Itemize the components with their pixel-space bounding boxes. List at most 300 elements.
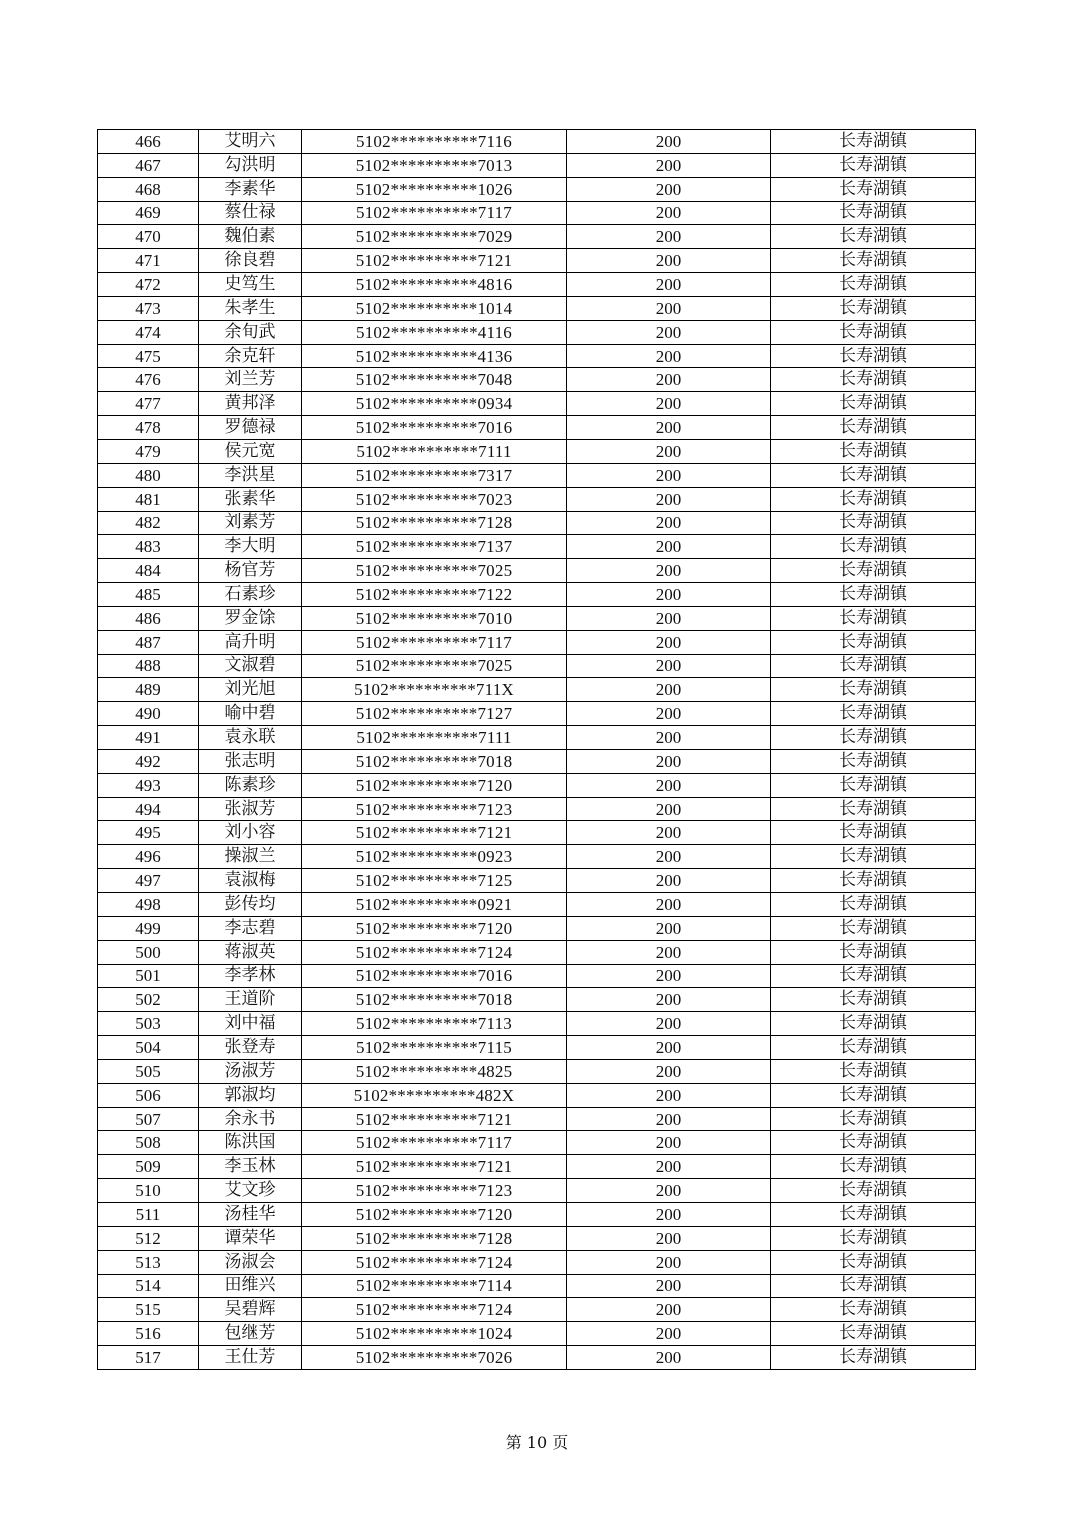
amount-cell: 200 — [567, 273, 771, 297]
name-cell: 朱孝生 — [199, 296, 302, 320]
amount-cell: 200 — [567, 1107, 771, 1131]
id-number-cell: 5102**********0921 — [302, 893, 567, 917]
township-cell: 长寿湖镇 — [771, 439, 976, 463]
table-row — [98, 416, 976, 440]
name-cell: 罗金馀 — [199, 606, 302, 630]
id-number-cell: 5102**********482X — [302, 1083, 567, 1107]
table-row — [98, 487, 976, 511]
name-cell: 田维兴 — [199, 1274, 302, 1298]
name-cell: 刘素芳 — [199, 511, 302, 535]
amount-cell: 200 — [567, 797, 771, 821]
id-number-cell: 5102**********7013 — [302, 153, 567, 177]
amount-cell: 200 — [567, 1155, 771, 1179]
id-number-cell: 5102**********7025 — [302, 559, 567, 583]
amount-cell: 200 — [567, 320, 771, 344]
table-row — [98, 1036, 976, 1060]
township-cell: 长寿湖镇 — [771, 1155, 976, 1179]
row-number-cell: 496 — [98, 845, 199, 869]
amount-cell: 200 — [567, 1274, 771, 1298]
row-number-cell: 507 — [98, 1107, 199, 1131]
table-row — [98, 1346, 976, 1370]
amount-cell: 200 — [567, 1298, 771, 1322]
row-number-cell: 477 — [98, 392, 199, 416]
table-row — [98, 749, 976, 773]
row-number-cell: 502 — [98, 988, 199, 1012]
row-number-cell: 513 — [98, 1250, 199, 1274]
name-cell: 李玉林 — [199, 1155, 302, 1179]
id-number-cell: 5102**********4116 — [302, 320, 567, 344]
name-cell: 蔡仕禄 — [199, 201, 302, 225]
id-number-cell: 5102**********7121 — [302, 1155, 567, 1179]
name-cell: 余旬武 — [199, 320, 302, 344]
table-row — [98, 463, 976, 487]
amount-cell: 200 — [567, 249, 771, 273]
table-row — [98, 535, 976, 559]
name-cell: 包继芳 — [199, 1322, 302, 1346]
id-number-cell: 5102**********0934 — [302, 392, 567, 416]
township-cell: 长寿湖镇 — [771, 606, 976, 630]
township-cell: 长寿湖镇 — [771, 1226, 976, 1250]
row-number-cell: 479 — [98, 439, 199, 463]
table-row — [98, 296, 976, 320]
table-row — [98, 821, 976, 845]
township-cell: 长寿湖镇 — [771, 344, 976, 368]
id-number-cell: 5102**********7117 — [302, 201, 567, 225]
township-cell: 长寿湖镇 — [771, 1274, 976, 1298]
township-cell: 长寿湖镇 — [771, 583, 976, 607]
table-row — [98, 797, 976, 821]
amount-cell: 200 — [567, 845, 771, 869]
id-number-cell: 5102**********7048 — [302, 368, 567, 392]
amount-cell: 200 — [567, 416, 771, 440]
name-cell: 侯元宽 — [199, 439, 302, 463]
township-cell: 长寿湖镇 — [771, 320, 976, 344]
township-cell: 长寿湖镇 — [771, 940, 976, 964]
id-number-cell: 5102**********7016 — [302, 416, 567, 440]
name-cell: 李洪星 — [199, 463, 302, 487]
row-number-cell: 512 — [98, 1226, 199, 1250]
amount-cell: 200 — [567, 630, 771, 654]
township-cell: 长寿湖镇 — [771, 511, 976, 535]
table-row — [98, 344, 976, 368]
name-cell: 汤桂华 — [199, 1202, 302, 1226]
row-number-cell: 478 — [98, 416, 199, 440]
amount-cell: 200 — [567, 439, 771, 463]
township-cell: 长寿湖镇 — [771, 201, 976, 225]
table-row — [98, 392, 976, 416]
township-cell: 长寿湖镇 — [771, 249, 976, 273]
table-row — [98, 773, 976, 797]
row-number-cell: 514 — [98, 1274, 199, 1298]
name-cell: 陈素珍 — [199, 773, 302, 797]
amount-cell: 200 — [567, 1131, 771, 1155]
amount-cell: 200 — [567, 916, 771, 940]
amount-cell: 200 — [567, 1059, 771, 1083]
name-cell: 刘兰芳 — [199, 368, 302, 392]
name-cell: 汤淑芳 — [199, 1059, 302, 1083]
row-number-cell: 482 — [98, 511, 199, 535]
name-cell: 张素华 — [199, 487, 302, 511]
row-number-cell: 494 — [98, 797, 199, 821]
name-cell: 刘光旭 — [199, 678, 302, 702]
amount-cell: 200 — [567, 749, 771, 773]
township-cell: 长寿湖镇 — [771, 1059, 976, 1083]
row-number-cell: 469 — [98, 201, 199, 225]
amount-cell: 200 — [567, 583, 771, 607]
id-number-cell: 5102**********7125 — [302, 869, 567, 893]
amount-cell: 200 — [567, 606, 771, 630]
amount-cell: 200 — [567, 201, 771, 225]
township-cell: 长寿湖镇 — [771, 630, 976, 654]
amount-cell: 200 — [567, 153, 771, 177]
id-number-cell: 5102**********7113 — [302, 1012, 567, 1036]
row-number-cell: 500 — [98, 940, 199, 964]
table-row — [98, 1012, 976, 1036]
page-number: 第 10 页 — [505, 1433, 569, 1452]
row-number-cell: 488 — [98, 654, 199, 678]
name-cell: 郭淑均 — [199, 1083, 302, 1107]
row-number-cell: 481 — [98, 487, 199, 511]
id-number-cell: 5102**********1026 — [302, 177, 567, 201]
row-number-cell: 491 — [98, 726, 199, 750]
amount-cell: 200 — [567, 821, 771, 845]
amount-cell: 200 — [567, 559, 771, 583]
table-row — [98, 225, 976, 249]
amount-cell: 200 — [567, 535, 771, 559]
table-row — [98, 1179, 976, 1203]
amount-cell: 200 — [567, 678, 771, 702]
amount-cell: 200 — [567, 940, 771, 964]
table-row — [98, 726, 976, 750]
name-cell: 王道阶 — [199, 988, 302, 1012]
row-number-cell: 474 — [98, 320, 199, 344]
id-number-cell: 5102**********1014 — [302, 296, 567, 320]
amount-cell: 200 — [567, 177, 771, 201]
row-number-cell: 466 — [98, 130, 199, 154]
id-number-cell: 5102**********7120 — [302, 1202, 567, 1226]
table-row — [98, 606, 976, 630]
name-cell: 谭荣华 — [199, 1226, 302, 1250]
id-number-cell: 5102**********0923 — [302, 845, 567, 869]
township-cell: 长寿湖镇 — [771, 487, 976, 511]
township-cell: 长寿湖镇 — [771, 1036, 976, 1060]
id-number-cell: 5102**********4825 — [302, 1059, 567, 1083]
table-row — [98, 153, 976, 177]
name-cell: 徐良碧 — [199, 249, 302, 273]
id-number-cell: 5102**********7127 — [302, 702, 567, 726]
name-cell: 蒋淑英 — [199, 940, 302, 964]
amount-cell: 200 — [567, 130, 771, 154]
table-row — [98, 1131, 976, 1155]
table-row — [98, 964, 976, 988]
row-number-cell: 492 — [98, 749, 199, 773]
table-row — [98, 201, 976, 225]
amount-cell: 200 — [567, 893, 771, 917]
township-cell: 长寿湖镇 — [771, 845, 976, 869]
amount-cell: 200 — [567, 1226, 771, 1250]
name-cell: 高升明 — [199, 630, 302, 654]
name-cell: 王仕芳 — [199, 1346, 302, 1370]
township-cell: 长寿湖镇 — [771, 130, 976, 154]
id-number-cell: 5102**********7010 — [302, 606, 567, 630]
id-number-cell: 5102**********7121 — [302, 821, 567, 845]
table-row — [98, 1155, 976, 1179]
row-number-cell: 517 — [98, 1346, 199, 1370]
row-number-cell: 472 — [98, 273, 199, 297]
township-cell: 长寿湖镇 — [771, 1107, 976, 1131]
table-row — [98, 1226, 976, 1250]
id-number-cell: 5102**********7122 — [302, 583, 567, 607]
table-row — [98, 368, 976, 392]
amount-cell: 200 — [567, 344, 771, 368]
table-row — [98, 1322, 976, 1346]
name-cell: 张淑芳 — [199, 797, 302, 821]
name-cell: 李孝林 — [199, 964, 302, 988]
table-row — [98, 1059, 976, 1083]
row-number-cell: 497 — [98, 869, 199, 893]
id-number-cell: 5102**********7124 — [302, 1298, 567, 1322]
amount-cell: 200 — [567, 1179, 771, 1203]
name-cell: 黄邦泽 — [199, 392, 302, 416]
township-cell: 长寿湖镇 — [771, 964, 976, 988]
name-cell: 文淑碧 — [199, 654, 302, 678]
name-cell: 艾文珍 — [199, 1179, 302, 1203]
township-cell: 长寿湖镇 — [771, 1202, 976, 1226]
row-number-cell: 510 — [98, 1179, 199, 1203]
township-cell: 长寿湖镇 — [771, 153, 976, 177]
township-cell: 长寿湖镇 — [771, 678, 976, 702]
amount-cell: 200 — [567, 368, 771, 392]
name-cell: 吴碧辉 — [199, 1298, 302, 1322]
amount-cell: 200 — [567, 1322, 771, 1346]
table-row — [98, 511, 976, 535]
table-row — [98, 583, 976, 607]
township-cell: 长寿湖镇 — [771, 1322, 976, 1346]
table-row — [98, 1298, 976, 1322]
row-number-cell: 509 — [98, 1155, 199, 1179]
amount-cell: 200 — [567, 654, 771, 678]
township-cell: 长寿湖镇 — [771, 654, 976, 678]
id-number-cell: 5102**********711X — [302, 678, 567, 702]
township-cell: 长寿湖镇 — [771, 273, 976, 297]
row-number-cell: 490 — [98, 702, 199, 726]
id-number-cell: 5102**********7018 — [302, 749, 567, 773]
amount-cell: 200 — [567, 296, 771, 320]
row-number-cell: 484 — [98, 559, 199, 583]
row-number-cell: 476 — [98, 368, 199, 392]
row-number-cell: 473 — [98, 296, 199, 320]
table-row — [98, 1274, 976, 1298]
amount-cell: 200 — [567, 964, 771, 988]
township-cell: 长寿湖镇 — [771, 177, 976, 201]
amount-cell: 200 — [567, 726, 771, 750]
amount-cell: 200 — [567, 988, 771, 1012]
name-cell: 勾洪明 — [199, 153, 302, 177]
table-row — [98, 130, 976, 154]
township-cell: 长寿湖镇 — [771, 392, 976, 416]
row-number-cell: 508 — [98, 1131, 199, 1155]
table-row — [98, 1107, 976, 1131]
amount-cell: 200 — [567, 1036, 771, 1060]
id-number-cell: 5102**********7116 — [302, 130, 567, 154]
name-cell: 彭传均 — [199, 893, 302, 917]
id-number-cell: 5102**********7018 — [302, 988, 567, 1012]
name-cell: 石素珍 — [199, 583, 302, 607]
id-number-cell: 5102**********4136 — [302, 344, 567, 368]
amount-cell: 200 — [567, 463, 771, 487]
row-number-cell: 495 — [98, 821, 199, 845]
name-cell: 史笃生 — [199, 273, 302, 297]
id-number-cell: 5102**********7114 — [302, 1274, 567, 1298]
table-row — [98, 273, 976, 297]
amount-cell: 200 — [567, 392, 771, 416]
amount-cell: 200 — [567, 1202, 771, 1226]
name-cell: 张登寿 — [199, 1036, 302, 1060]
row-number-cell: 501 — [98, 964, 199, 988]
table-row — [98, 559, 976, 583]
row-number-cell: 483 — [98, 535, 199, 559]
township-cell: 长寿湖镇 — [771, 416, 976, 440]
row-number-cell: 475 — [98, 344, 199, 368]
id-number-cell: 5102**********7121 — [302, 249, 567, 273]
roster-table — [97, 129, 976, 1370]
id-number-cell: 5102**********7016 — [302, 964, 567, 988]
township-cell: 长寿湖镇 — [771, 988, 976, 1012]
name-cell: 杨官芳 — [199, 559, 302, 583]
township-cell: 长寿湖镇 — [771, 225, 976, 249]
township-cell: 长寿湖镇 — [771, 893, 976, 917]
row-number-cell: 480 — [98, 463, 199, 487]
name-cell: 李大明 — [199, 535, 302, 559]
amount-cell: 200 — [567, 702, 771, 726]
name-cell: 汤淑会 — [199, 1250, 302, 1274]
name-cell: 张志明 — [199, 749, 302, 773]
township-cell: 长寿湖镇 — [771, 749, 976, 773]
name-cell: 罗德禄 — [199, 416, 302, 440]
township-cell: 长寿湖镇 — [771, 869, 976, 893]
row-number-cell: 485 — [98, 583, 199, 607]
name-cell: 刘小容 — [199, 821, 302, 845]
row-number-cell: 505 — [98, 1059, 199, 1083]
id-number-cell: 5102**********7124 — [302, 1250, 567, 1274]
township-cell: 长寿湖镇 — [771, 1083, 976, 1107]
row-number-cell: 468 — [98, 177, 199, 201]
table-row — [98, 1083, 976, 1107]
id-number-cell: 5102**********7120 — [302, 916, 567, 940]
id-number-cell: 5102**********7123 — [302, 797, 567, 821]
name-cell: 余克轩 — [199, 344, 302, 368]
amount-cell: 200 — [567, 225, 771, 249]
id-number-cell: 5102**********7123 — [302, 1179, 567, 1203]
name-cell: 李志碧 — [199, 916, 302, 940]
id-number-cell: 5102**********7117 — [302, 630, 567, 654]
table-row — [98, 439, 976, 463]
township-cell: 长寿湖镇 — [771, 463, 976, 487]
row-number-cell: 471 — [98, 249, 199, 273]
id-number-cell: 5102**********7137 — [302, 535, 567, 559]
township-cell: 长寿湖镇 — [771, 1012, 976, 1036]
id-number-cell: 5102**********7128 — [302, 511, 567, 535]
id-number-cell: 5102**********7317 — [302, 463, 567, 487]
table-row — [98, 893, 976, 917]
table-row — [98, 845, 976, 869]
name-cell: 袁淑梅 — [199, 869, 302, 893]
table-row — [98, 916, 976, 940]
id-number-cell: 5102**********7120 — [302, 773, 567, 797]
row-number-cell: 503 — [98, 1012, 199, 1036]
name-cell: 刘中福 — [199, 1012, 302, 1036]
table-row — [98, 1250, 976, 1274]
township-cell: 长寿湖镇 — [771, 535, 976, 559]
township-cell: 长寿湖镇 — [771, 797, 976, 821]
row-number-cell: 493 — [98, 773, 199, 797]
table-row — [98, 702, 976, 726]
id-number-cell: 5102**********7128 — [302, 1226, 567, 1250]
township-cell: 长寿湖镇 — [771, 296, 976, 320]
row-number-cell: 487 — [98, 630, 199, 654]
name-cell: 陈洪国 — [199, 1131, 302, 1155]
township-cell: 长寿湖镇 — [771, 916, 976, 940]
table-row — [98, 869, 976, 893]
row-number-cell: 486 — [98, 606, 199, 630]
township-cell: 长寿湖镇 — [771, 1346, 976, 1370]
row-number-cell: 516 — [98, 1322, 199, 1346]
amount-cell: 200 — [567, 773, 771, 797]
row-number-cell: 498 — [98, 893, 199, 917]
id-number-cell: 5102**********7023 — [302, 487, 567, 511]
amount-cell: 200 — [567, 1250, 771, 1274]
row-number-cell: 499 — [98, 916, 199, 940]
row-number-cell: 489 — [98, 678, 199, 702]
id-number-cell: 5102**********7111 — [302, 439, 567, 463]
amount-cell: 200 — [567, 869, 771, 893]
row-number-cell: 515 — [98, 1298, 199, 1322]
name-cell: 余永书 — [199, 1107, 302, 1131]
id-number-cell: 5102**********7117 — [302, 1131, 567, 1155]
name-cell: 李素华 — [199, 177, 302, 201]
row-number-cell: 506 — [98, 1083, 199, 1107]
table-row — [98, 249, 976, 273]
row-number-cell: 467 — [98, 153, 199, 177]
township-cell: 长寿湖镇 — [771, 368, 976, 392]
table-row — [98, 678, 976, 702]
township-cell: 长寿湖镇 — [771, 559, 976, 583]
amount-cell: 200 — [567, 1346, 771, 1370]
name-cell: 魏伯素 — [199, 225, 302, 249]
table-row — [98, 177, 976, 201]
table-row — [98, 630, 976, 654]
table-row — [98, 1202, 976, 1226]
id-number-cell: 5102**********7025 — [302, 654, 567, 678]
township-cell: 长寿湖镇 — [771, 773, 976, 797]
township-cell: 长寿湖镇 — [771, 702, 976, 726]
amount-cell: 200 — [567, 511, 771, 535]
row-number-cell: 470 — [98, 225, 199, 249]
id-number-cell: 5102**********7029 — [302, 225, 567, 249]
table-row — [98, 988, 976, 1012]
township-cell: 长寿湖镇 — [771, 1298, 976, 1322]
id-number-cell: 5102**********7121 — [302, 1107, 567, 1131]
township-cell: 长寿湖镇 — [771, 1131, 976, 1155]
name-cell: 操淑兰 — [199, 845, 302, 869]
row-number-cell: 511 — [98, 1202, 199, 1226]
name-cell: 喻中碧 — [199, 702, 302, 726]
table-row — [98, 940, 976, 964]
id-number-cell: 5102**********4816 — [302, 273, 567, 297]
township-cell: 长寿湖镇 — [771, 726, 976, 750]
roster-table-body — [98, 130, 976, 1370]
id-number-cell: 5102**********7111 — [302, 726, 567, 750]
